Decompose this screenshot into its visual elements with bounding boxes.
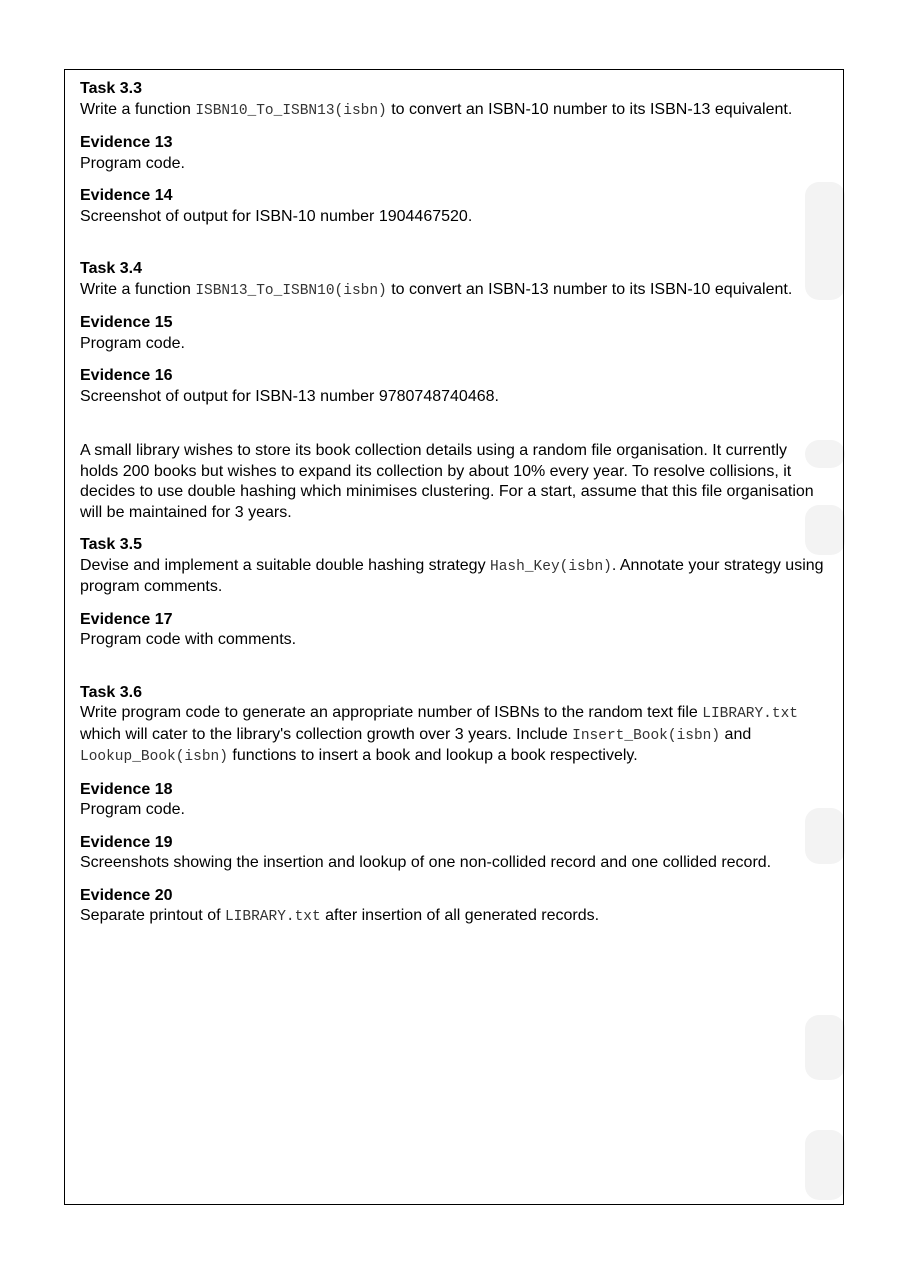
task-3-3-text: Write a function ISBN10_To_ISBN13(isbn) to convert an ISBN-10 number to its ISBN-13 equivalent. (80, 100, 793, 119)
task-3-4-text: Write a function ISBN13_To_ISBN10(isbn) to convert an ISBN-13 number to its ISBN-10 equivalent. (80, 280, 793, 299)
evidence-13-text: Program code. (80, 154, 185, 172)
evidence-15-text: Program code. (80, 334, 185, 352)
function-name-isbn13-to-isbn10: ISBN13_To_ISBN10(isbn) (195, 282, 387, 299)
evidence-14-text: Screenshot of output for ISBN-10 number 1904467520. (80, 207, 473, 225)
function-name-lookup-book: Lookup_Book(isbn) (80, 749, 228, 765)
question-frame (64, 69, 844, 1205)
evidence-18-text: Program code. (80, 801, 185, 818)
evidence-20-text: Separate printout of LIBRARY.txt after insertion of all generated records. (80, 907, 600, 925)
scenario-paragraph: A small library wishes to store its book collection details using a random file organisation. It currently holds 200 books but wishes to expand its collection by about 10% every year. To resolve collisions, it decides to use double hashing which minimises clustering. For a start, assume that this file organisation will be maintained for 3 years. (80, 442, 814, 521)
evidence-13-heading: Evidence 13 (80, 134, 173, 151)
task-3-6-text: Write program code to generate an appropriate number of ISBNs to the random text file LIBRARY.txt which will cater to the library's collection growth over 3 years. Include Insert_Book(isbn) and Lookup_Book(isbn) functions to insert a book and lookup a book respectively. (80, 704, 798, 765)
task-3-5-text: Devise and implement a suitable double hashing strategy Hash_Key(isbn). Annotate your strategy using program comments. (80, 556, 824, 595)
evidence-16-heading: Evidence 16 (80, 367, 173, 384)
evidence-15-heading: Evidence 15 (80, 314, 173, 331)
evidence-20-heading: Evidence 20 (80, 886, 173, 904)
file-name-library-txt: LIBRARY.txt (702, 706, 798, 722)
task-3-3-heading: Task 3.3 (80, 80, 142, 97)
function-name-isbn10-to-isbn13: ISBN10_To_ISBN13(isbn) (195, 102, 387, 119)
evidence-19-text: Screenshots showing the insertion and lookup of one non-collided record and one collided record. (80, 854, 772, 871)
evidence-16-text: Screenshot of output for ISBN-13 number 9780748740468. (80, 387, 499, 405)
task-3-5-heading: Task 3.5 (80, 536, 142, 553)
evidence-19-heading: Evidence 19 (80, 833, 173, 851)
function-name-insert-book: Insert_Book(isbn) (572, 727, 721, 744)
evidence-17-heading: Evidence 17 (80, 610, 173, 628)
task-3-4-heading: Task 3.4 (80, 260, 142, 277)
file-name-library-txt: LIBRARY.txt (224, 909, 321, 925)
function-name-hash-key: Hash_Key(isbn) (490, 558, 612, 575)
evidence-18-heading: Evidence 18 (80, 780, 173, 798)
task-3-6-heading: Task 3.6 (80, 683, 142, 701)
evidence-14-heading: Evidence 14 (80, 187, 173, 204)
evidence-17-text: Program code with comments. (80, 631, 297, 648)
